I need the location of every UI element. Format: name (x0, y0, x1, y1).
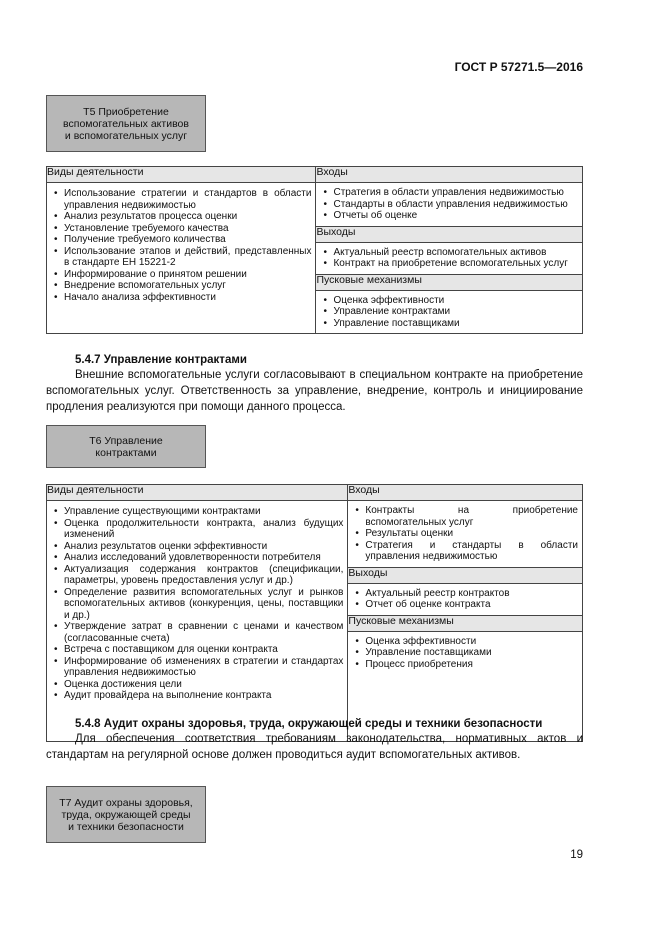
list-item: • Оценка эффективности (352, 636, 578, 648)
list-item: • Информирование о принятом решении (51, 269, 311, 281)
list-item: • Начало анализа эффективности (51, 292, 311, 304)
list-item: • Оценка достижения цели (51, 679, 343, 691)
list-item: • Аудит провайдера на выполнение контракта (51, 690, 343, 702)
list-item: • Процесс приобретения (352, 659, 578, 671)
section-title-5-4-7: 5.4.7 Управление контрактами (75, 354, 247, 366)
list-item: • Актуальный реестр контрактов (352, 588, 578, 600)
standard-code: ГОСТ Р 57271.5—2016 (454, 60, 583, 74)
list-item: • Использование стратегии и стандартов в области управления недвижимостью (51, 188, 311, 211)
list-item: • Стратегия и стандарты в области управления недвижимостью (352, 540, 578, 563)
list-item: • Анализ результатов оценки эффективности (51, 541, 343, 553)
list-item: • Контракт на приобретение вспомогательных услуг (320, 258, 578, 270)
page-number: 19 (570, 849, 583, 861)
triggers-header: Пусковые механизмы (316, 274, 583, 290)
box-line: и вспомогательных услуг (64, 129, 188, 142)
activities-header: Виды деятельности (47, 167, 316, 183)
inputs-cell (316, 183, 583, 227)
list-item: • Установление требуемого качества (51, 223, 311, 235)
triggers-cell (316, 290, 583, 334)
box-line: Т7 Аудит охраны здоровья, (59, 796, 193, 809)
outputs-header: Выходы (316, 226, 583, 242)
list-item: • Анализ исследований удовлетворенности потребителя (51, 552, 343, 564)
list-item: • Получение требуемого количества (51, 234, 311, 246)
box-line: и техники безопасности (68, 820, 184, 833)
activities-header: Виды деятельности (47, 485, 348, 501)
list-item: • Оценка эффективности (320, 295, 578, 307)
list-item: • Использование этапов и действий, представленных в стандарте ЕН 15221-2 (51, 246, 311, 269)
list-item: • Управление контрактами (320, 306, 578, 318)
inputs-header: Входы (348, 485, 583, 501)
activities-cell (47, 501, 348, 742)
list-item: • Утверждение затрат в сравнении с ценами и качеством (согласованные счета) (51, 621, 343, 644)
section-text-5-4-8: Для обеспечения соответствия требованиям законодательства, нормативных актов и стандартам на регулярной основе должен проводиться аудит вспомогательных активов. (46, 733, 583, 761)
box-line: Т5 Приобретение (83, 105, 169, 118)
box-line: вспомогательных активов (63, 117, 189, 130)
outputs-header: Выходы (348, 567, 583, 583)
box-line: Т6 Управление (89, 434, 163, 447)
list-item: • Управление поставщиками (352, 647, 578, 659)
process-table-t6 (46, 484, 583, 742)
box-line: труда, окружающей среды (61, 808, 191, 821)
section-text-5-4-7: Внешние вспомогательные услуги согласовывают в специальном контракте на приобретение вспомогательных услуг. Ответственность за управление, внедрение, контроль и инициирование продления реализуются при помощи данного процесса. (46, 369, 583, 413)
list-item: • Контракты на приобретение вспомогательных услуг (352, 505, 578, 528)
list-item: • Отчет об оценке контракта (352, 599, 578, 611)
list-item: • Результаты оценки (352, 528, 578, 540)
inputs-header: Входы (316, 167, 583, 183)
box-line: контрактами (95, 446, 157, 459)
list-item: • Отчеты об оценке (320, 210, 578, 222)
activities-cell (47, 183, 316, 334)
list-item: • Актуальный реестр вспомогательных активов (320, 247, 578, 259)
list-item: • Стратегия в области управления недвижимостью (320, 187, 578, 199)
process-box-t7 (46, 786, 206, 843)
process-table-t5 (46, 166, 583, 334)
process-box-t6 (46, 425, 206, 468)
list-item: • Внедрение вспомогательных услуг (51, 280, 311, 292)
list-item: • Информирование об изменениях в стратегии и стандартах управления недвижимостью (51, 656, 343, 679)
list-item: • Актуализация содержания контрактов (спецификации, параметры, уровень предоставления услуг и др.) (51, 564, 343, 587)
outputs-cell (348, 583, 583, 615)
inputs-cell (348, 501, 583, 568)
outputs-cell (316, 242, 583, 274)
list-item: • Определение развития вспомогательных услуг и рынков вспомогательных активов (конкуренция, цены, поставщики и др.) (51, 587, 343, 622)
process-box-t5 (46, 95, 206, 152)
list-item: • Управление существующими контрактами (51, 506, 343, 518)
list-item: • Оценка продолжительности контракта, анализ будущих изменений (51, 518, 343, 541)
section-title-5-4-8: 5.4.8 Аудит охраны здоровья, труда, окружающей среды и техники безопасности (75, 718, 543, 730)
list-item: • Встреча с поставщиком для оценки контракта (51, 644, 343, 656)
triggers-header: Пусковые механизмы (348, 615, 583, 631)
list-item: • Стандарты в области управления недвижимостью (320, 199, 578, 211)
list-item: • Управление поставщиками (320, 318, 578, 330)
list-item: • Анализ результатов процесса оценки (51, 211, 311, 223)
